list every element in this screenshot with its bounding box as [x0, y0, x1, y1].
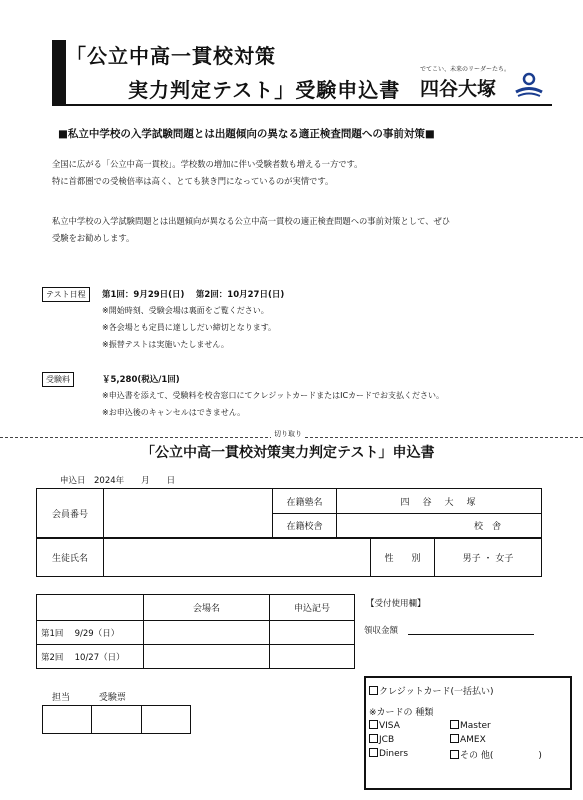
- brand-tagline: でてこい、未来のリーダーたち。: [420, 66, 511, 73]
- session-1-venue-field[interactable]: [144, 621, 270, 645]
- checkbox-icon[interactable]: [369, 748, 378, 757]
- visa-option[interactable]: VISA: [369, 720, 400, 731]
- staff-label: 担当: [52, 693, 71, 703]
- session-table: [36, 594, 355, 669]
- intro-headline: ■私立中学校の入学試験問題とは出題傾向の異なる適正検査問題への事前対策■: [58, 128, 435, 140]
- venue-header: 会場名: [144, 595, 270, 621]
- checkbox-icon[interactable]: [369, 686, 378, 695]
- fee-label: 受験料: [42, 372, 74, 387]
- application-date[interactable]: 申込日 2024年 月 日: [60, 476, 176, 486]
- cut-label: 切り取り: [271, 429, 305, 439]
- student-table: [36, 538, 542, 577]
- fee-note-2: ※お申込後のキャンセルはできません。: [102, 408, 246, 417]
- session-1-code-field[interactable]: [270, 621, 355, 645]
- other-option[interactable]: その 他( ): [450, 748, 542, 761]
- schedule-note-1: ※開始時刻、受験会場は裏面をご覧ください。: [102, 306, 269, 315]
- credit-option[interactable]: クレジットカード(一括払い): [369, 684, 494, 697]
- session-header-blank: [37, 595, 144, 621]
- handler-labels: [52, 690, 126, 703]
- member-no-label: 会員番号: [37, 489, 104, 538]
- diners-option[interactable]: Diners: [369, 748, 408, 759]
- juku-value: 四 谷 大 塚: [337, 489, 542, 514]
- brand-logo-icon: [514, 72, 544, 98]
- session-2-code-field[interactable]: [270, 645, 355, 669]
- intro-p1-line1: 全国に広がる「公立中高一貫校」。学校数の増加に伴い受験者数も増える一方です。: [52, 159, 363, 169]
- checkbox-icon[interactable]: [450, 734, 459, 743]
- form-title: 「公立中高一貫校対策実力判定テスト」申込書: [141, 445, 435, 461]
- jcb-option[interactable]: JCB: [369, 734, 394, 745]
- checkbox-icon[interactable]: [450, 720, 459, 729]
- checkbox-icon[interactable]: [450, 750, 459, 759]
- juku-label: 在籍塾名: [273, 489, 337, 514]
- card-kind-label: ※カードの 種類: [369, 708, 434, 718]
- schedule-note-2: ※各会場とも定員に達ししだい締切となります。: [102, 323, 277, 332]
- title-underline: [52, 104, 552, 106]
- code-header: 申込記号: [270, 595, 355, 621]
- ticket-label: 受験票: [98, 693, 126, 703]
- session-1-label: 第1回 9/29（日）: [37, 621, 144, 645]
- master-option[interactable]: Master: [450, 720, 491, 731]
- page-title-line2: 実力判定テスト」受験申込書: [128, 78, 401, 102]
- intro-p2-line2: 受験をお勧めします。: [52, 233, 135, 243]
- page-title-line1: 「公立中高一貫校対策: [66, 44, 276, 68]
- reception-title: 【受付使用欄】: [366, 599, 426, 609]
- schedule-dates: 第1回：9月29日(日) 第2回：10月27日(日): [102, 290, 285, 300]
- brand-name: 四谷大塚: [420, 78, 497, 100]
- intro-p2-line1: 私立中学校の入学試験問題とは出題傾向が異なる公立中高一貫校の適正検査問題への事前対策として、ぜひ: [52, 216, 451, 226]
- received-amount-field[interactable]: [408, 634, 534, 635]
- title-accent-bar: [52, 40, 66, 106]
- staff-box[interactable]: [43, 706, 92, 734]
- student-name-field[interactable]: [104, 539, 371, 577]
- session-2-label: 第2回 10/27（日）: [37, 645, 144, 669]
- fee-note-1: ※申込書を添えて、受験料を校舎窓口にてクレジットカードまたはICカードでお支払ください。: [102, 391, 445, 400]
- applicant-table: [36, 488, 542, 538]
- checkbox-icon[interactable]: [369, 734, 378, 743]
- school-label: 在籍校舎: [273, 514, 337, 538]
- received-amount-label: 領収金額: [364, 626, 399, 636]
- amex-option[interactable]: AMEX: [450, 734, 486, 745]
- table-row: [37, 645, 355, 669]
- intro-paragraph-2: [52, 213, 450, 247]
- handler-table: [42, 705, 191, 734]
- intro-paragraph-1: [52, 156, 362, 190]
- session-2-venue-field[interactable]: [144, 645, 270, 669]
- intro-p1-line2: 特に首都圏での受検倍率は高く、とても狭き門になっているのが実情です。: [52, 176, 334, 186]
- table-row: [37, 621, 355, 645]
- ticket-box-1[interactable]: [92, 706, 141, 734]
- card-payment-box: [364, 676, 572, 790]
- ticket-box-2[interactable]: [141, 706, 190, 734]
- schedule-label: テスト日程: [42, 287, 90, 302]
- member-no-field[interactable]: [104, 489, 273, 538]
- schedule-note-3: ※振替テストは実施いたしません。: [102, 340, 229, 349]
- checkbox-icon[interactable]: [369, 720, 378, 729]
- gender-field[interactable]: 男子 ・ 女子: [435, 539, 542, 577]
- school-field[interactable]: 校 舎: [337, 514, 542, 538]
- student-name-label: 生徒氏名: [37, 539, 104, 577]
- gender-label: 性 別: [371, 539, 435, 577]
- fee-amount: ￥5,280(税込/1回): [102, 375, 180, 385]
